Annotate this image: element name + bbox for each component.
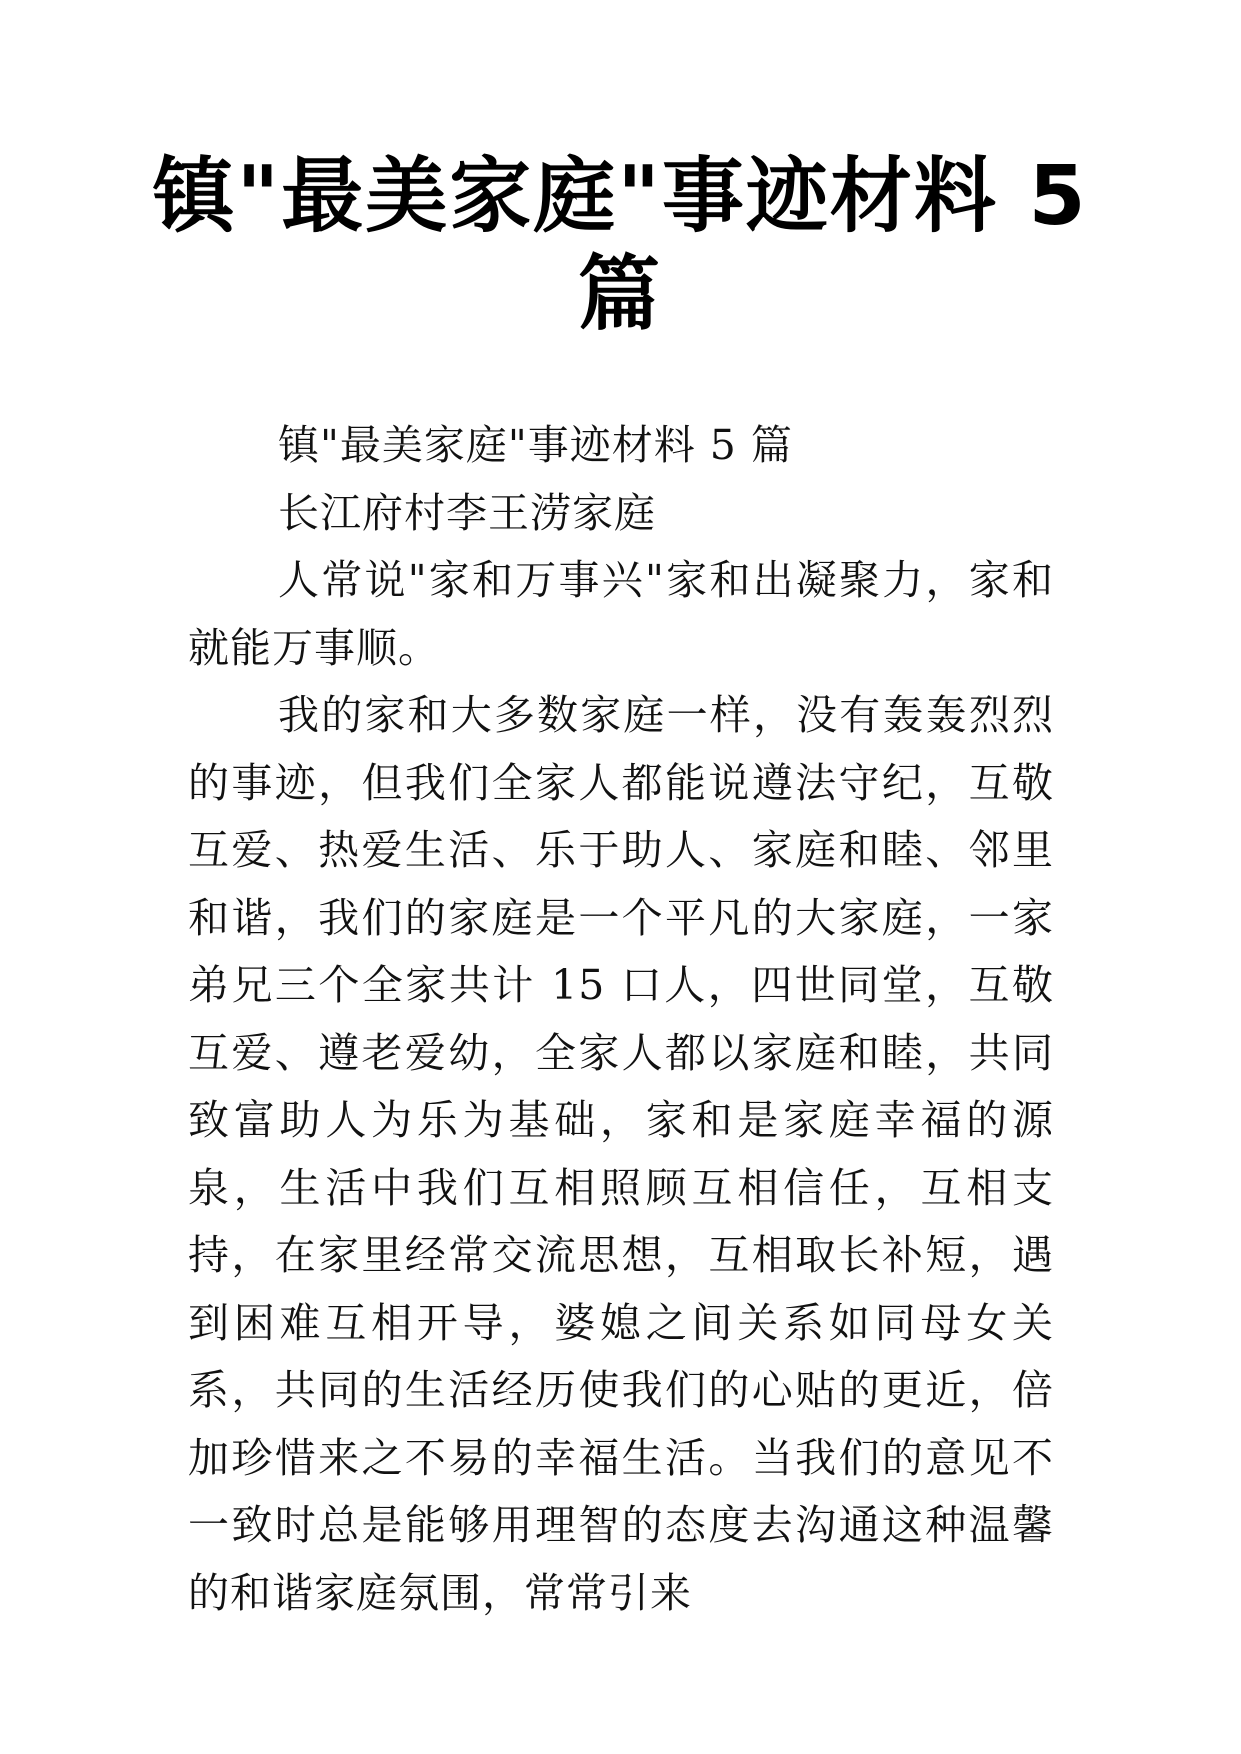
document-body (188, 412, 1054, 1627)
paragraph-family-name: 长江府村李王涝家庭 (278, 488, 656, 537)
paragraph-intro: 人常说"家和万事兴"家和出凝聚力，家和就能万事顺。 (188, 556, 1054, 672)
paragraph-main: 我的家和大多数家庭一样，没有轰轰烈烈的事迹，但我们全家人都能说遵法守纪，互敬互爱、热爱生活、乐于助人、家庭和睦、邻里和谐，我们的家庭是一个平凡的大家庭，一家弟兄三个全家共计 15 口人，四世同堂，互敬互爱、遵老爱幼，全家人都以家庭和睦，共同致富助人为乐为基础，家和是家庭幸福的源泉，生活中我们互相照顾互相信任，互相支持，在家里经常交流思想，互相取长补短，遇到困难互相开导，婆媳之间关系如同母女关系，共同的生活经历使我们的心贴的更近，倍加珍惜来之不易的幸福生活。当我们的意见不一致时总是能够用理智的态度去沟通这种温馨的和谐家庭氛围，常常引来 (188, 691, 1054, 1617)
document-title: 镇"最美家庭"事迹材料 5 篇 (152, 149, 1088, 342)
paragraph-repeated-title: 镇"最美家庭"事迹材料 5 篇 (278, 421, 793, 469)
